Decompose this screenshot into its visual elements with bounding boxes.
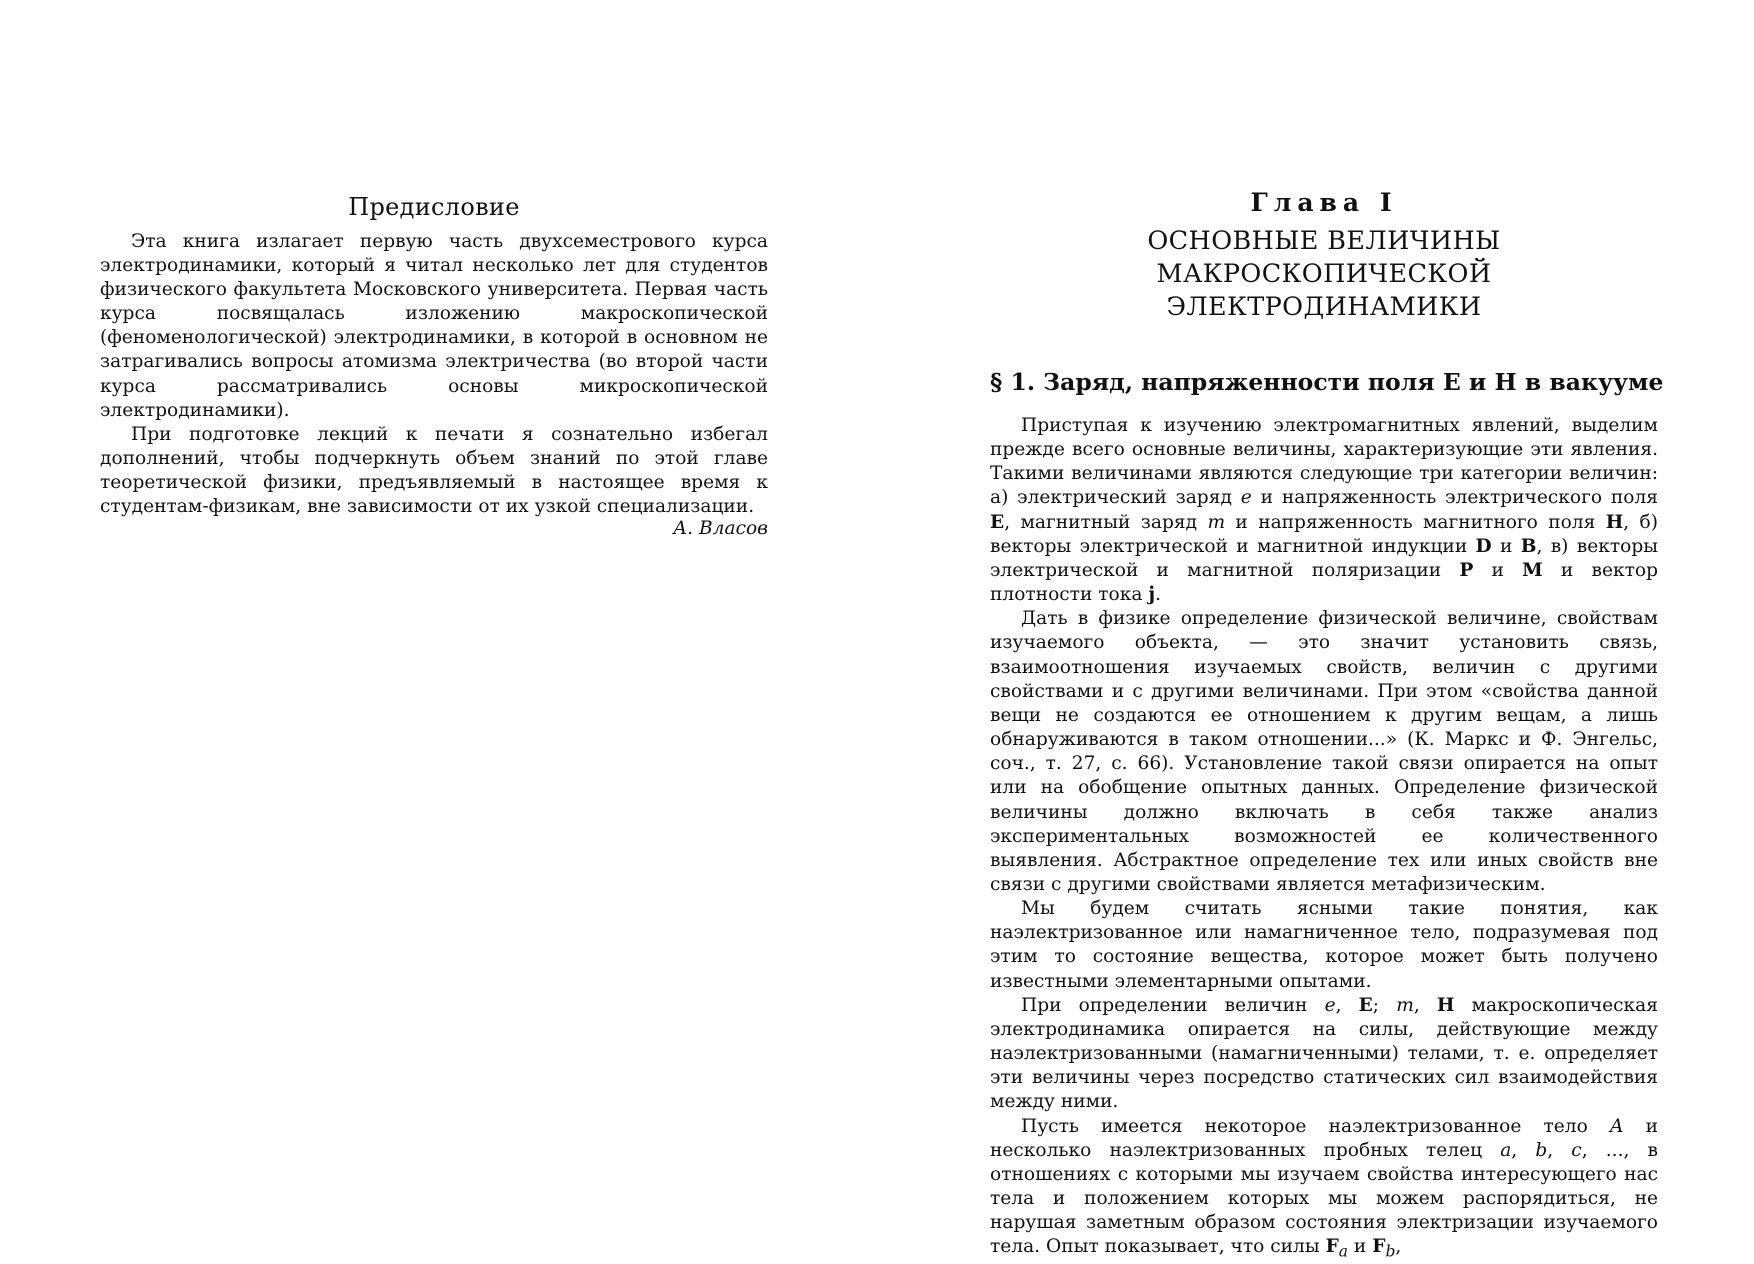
text-run: ; <box>1372 994 1397 1016</box>
text-run: Приступая к изучению электромагнитных явлений, выделим прежде всего основные величины, характеризующие эти явления. Такими величинами являются следующие три категории величин: а) электрический заряд <box>990 415 1658 509</box>
vector-symbol: D <box>1475 535 1492 557</box>
vector-symbol: F <box>1325 1236 1339 1258</box>
text-run: , <box>1547 1139 1572 1161</box>
text-run: , магнитный заряд <box>1004 511 1208 533</box>
section-paragraph: Дать в физике определение физической величине, свойствам изучаемого объекта, — это значит установить связь, взаимоотношения изучаемых свойств, величин с другими свойствами и с другими величинами. При этом «свойства данной вещи не создаются ее отношением к другим вещам, а лишь обнаруживаются в таком отношении...» (К. Маркс и Ф. Энгельс, соч., т. 27, с. 66). Установление такой связи опирается на опыт или на обобщение опытных данных. Определение физической величины должно включать в себя также анализ экспериментальных возможностей ее количественного выявления. Абстрактное определение тех или иных свойств вне связи с другими свойствами является метафизическим. <box>990 608 1658 895</box>
text-run: При определении величин <box>1021 994 1325 1016</box>
section-paragraph: Мы будем считать ясными такие понятия, как наэлектризованное или намагниченное тело, подразумевая под этим то состояние вещества, которое может быть получено известными элементарными опытами. <box>990 898 1658 992</box>
math-symbol: a <box>1500 1139 1512 1161</box>
math-symbol: m <box>1396 994 1414 1016</box>
math-symbol: e <box>1240 487 1252 509</box>
vector-symbol: H <box>1605 511 1624 533</box>
left-page <box>0 0 877 1241</box>
section-title: § 1. Заряд, напряженности поля E и H в вакууме <box>990 368 1664 396</box>
preface-paragraph: Эта книга излагает первую часть двухсеместрового курса электродинамики, который я читал несколько лет для студентов физического факультета Московского университета. Первая часть курса посвящалась изложению макроскопической (феноменологической) электродинамики, в которой в основном не затрагивались вопросы атомизма электричества (во второй части курса рассматривались основы микроскопической электродинамики). <box>100 231 768 421</box>
vector-symbol: B <box>1520 535 1537 557</box>
text-run: и <box>1473 559 1523 581</box>
text-run: , <box>1395 1236 1402 1258</box>
chapter-title-line: МАКРОСКОПИЧЕСКОЙ <box>1156 259 1492 289</box>
preface-paragraph: При подготовке лекций к печати я сознательно избегал дополнений, чтобы подчеркнуть объем знаний по этой главе теоретической физики, предъявляемый в настоящее время к студентам-физикам, вне зависимости от их узкой специализации. <box>100 423 768 518</box>
vector-symbol: M <box>1522 559 1543 581</box>
text-run: , в) векторы электрической и магнитной поляризации <box>990 535 1659 581</box>
text-run: , <box>1511 1139 1536 1161</box>
section-paragraph <box>990 414 1658 607</box>
text-run: , <box>1335 994 1359 1016</box>
vector-symbol: P <box>1459 559 1474 581</box>
section-paragraph <box>990 1115 1658 1264</box>
vector-symbol: E <box>990 511 1005 533</box>
text-run: Пусть имеется некоторое наэлектризованное тело <box>1021 1115 1610 1137</box>
text-run: макроскопическая электродинамика опирается на силы, действующие между наэлектризованными (намагниченными) телами, т. е. определяет эти величины через посредство статических сил взаимодействия между ними. <box>990 994 1658 1113</box>
text-run: и напряженность электрического поля <box>1251 487 1658 509</box>
math-symbol: m <box>1207 511 1226 533</box>
text-run: , б) векторы электрической и магнитной индукции <box>990 511 1658 557</box>
chapter-title-line: ОСНОВНЫЕ ВЕЛИЧИНЫ <box>1147 226 1501 256</box>
right-page <box>877 0 1754 1262</box>
vector-symbol: H <box>1436 994 1455 1016</box>
vector-symbol: F <box>1372 1236 1386 1258</box>
preface-title: Предисловие <box>348 193 520 221</box>
subscript: a <box>1338 1243 1349 1262</box>
chapter-label: Глава I <box>1250 188 1398 217</box>
math-symbol: A <box>1610 1115 1624 1137</box>
text-run: . <box>1155 584 1162 606</box>
section-paragraph <box>990 994 1658 1115</box>
text-run: и <box>1348 1236 1373 1258</box>
author-signature: А. Власов <box>673 518 768 539</box>
chapter-title-line: ЭЛЕКТРОДИНАМИКИ <box>1166 292 1482 322</box>
math-symbol: c <box>1571 1139 1582 1161</box>
chapter-title <box>990 225 1658 324</box>
text-run: и несколько наэлектризованных пробных телец <box>990 1115 1658 1161</box>
section-body <box>990 414 1658 1264</box>
text-run: и <box>1491 535 1521 557</box>
text-run: , <box>1413 994 1437 1016</box>
math-symbol: b <box>1535 1139 1548 1161</box>
vector-symbol: E <box>1358 994 1373 1016</box>
vector-symbol: j <box>1148 584 1156 606</box>
text-run: и вектор плотности тока <box>990 559 1658 606</box>
preface-body <box>100 230 768 519</box>
math-symbol: e <box>1324 994 1336 1016</box>
text-run: и напряженность магнитного поля <box>1225 511 1606 533</box>
subscript: b <box>1385 1243 1396 1262</box>
text-run: , ..., в отношениях с которыми мы изучаем свойства интересующего нас тела и положением которых мы можем распорядиться, не нарушая заметным образом состояния электризации изучаемого тела. Опыт показывает, что силы <box>990 1139 1659 1258</box>
